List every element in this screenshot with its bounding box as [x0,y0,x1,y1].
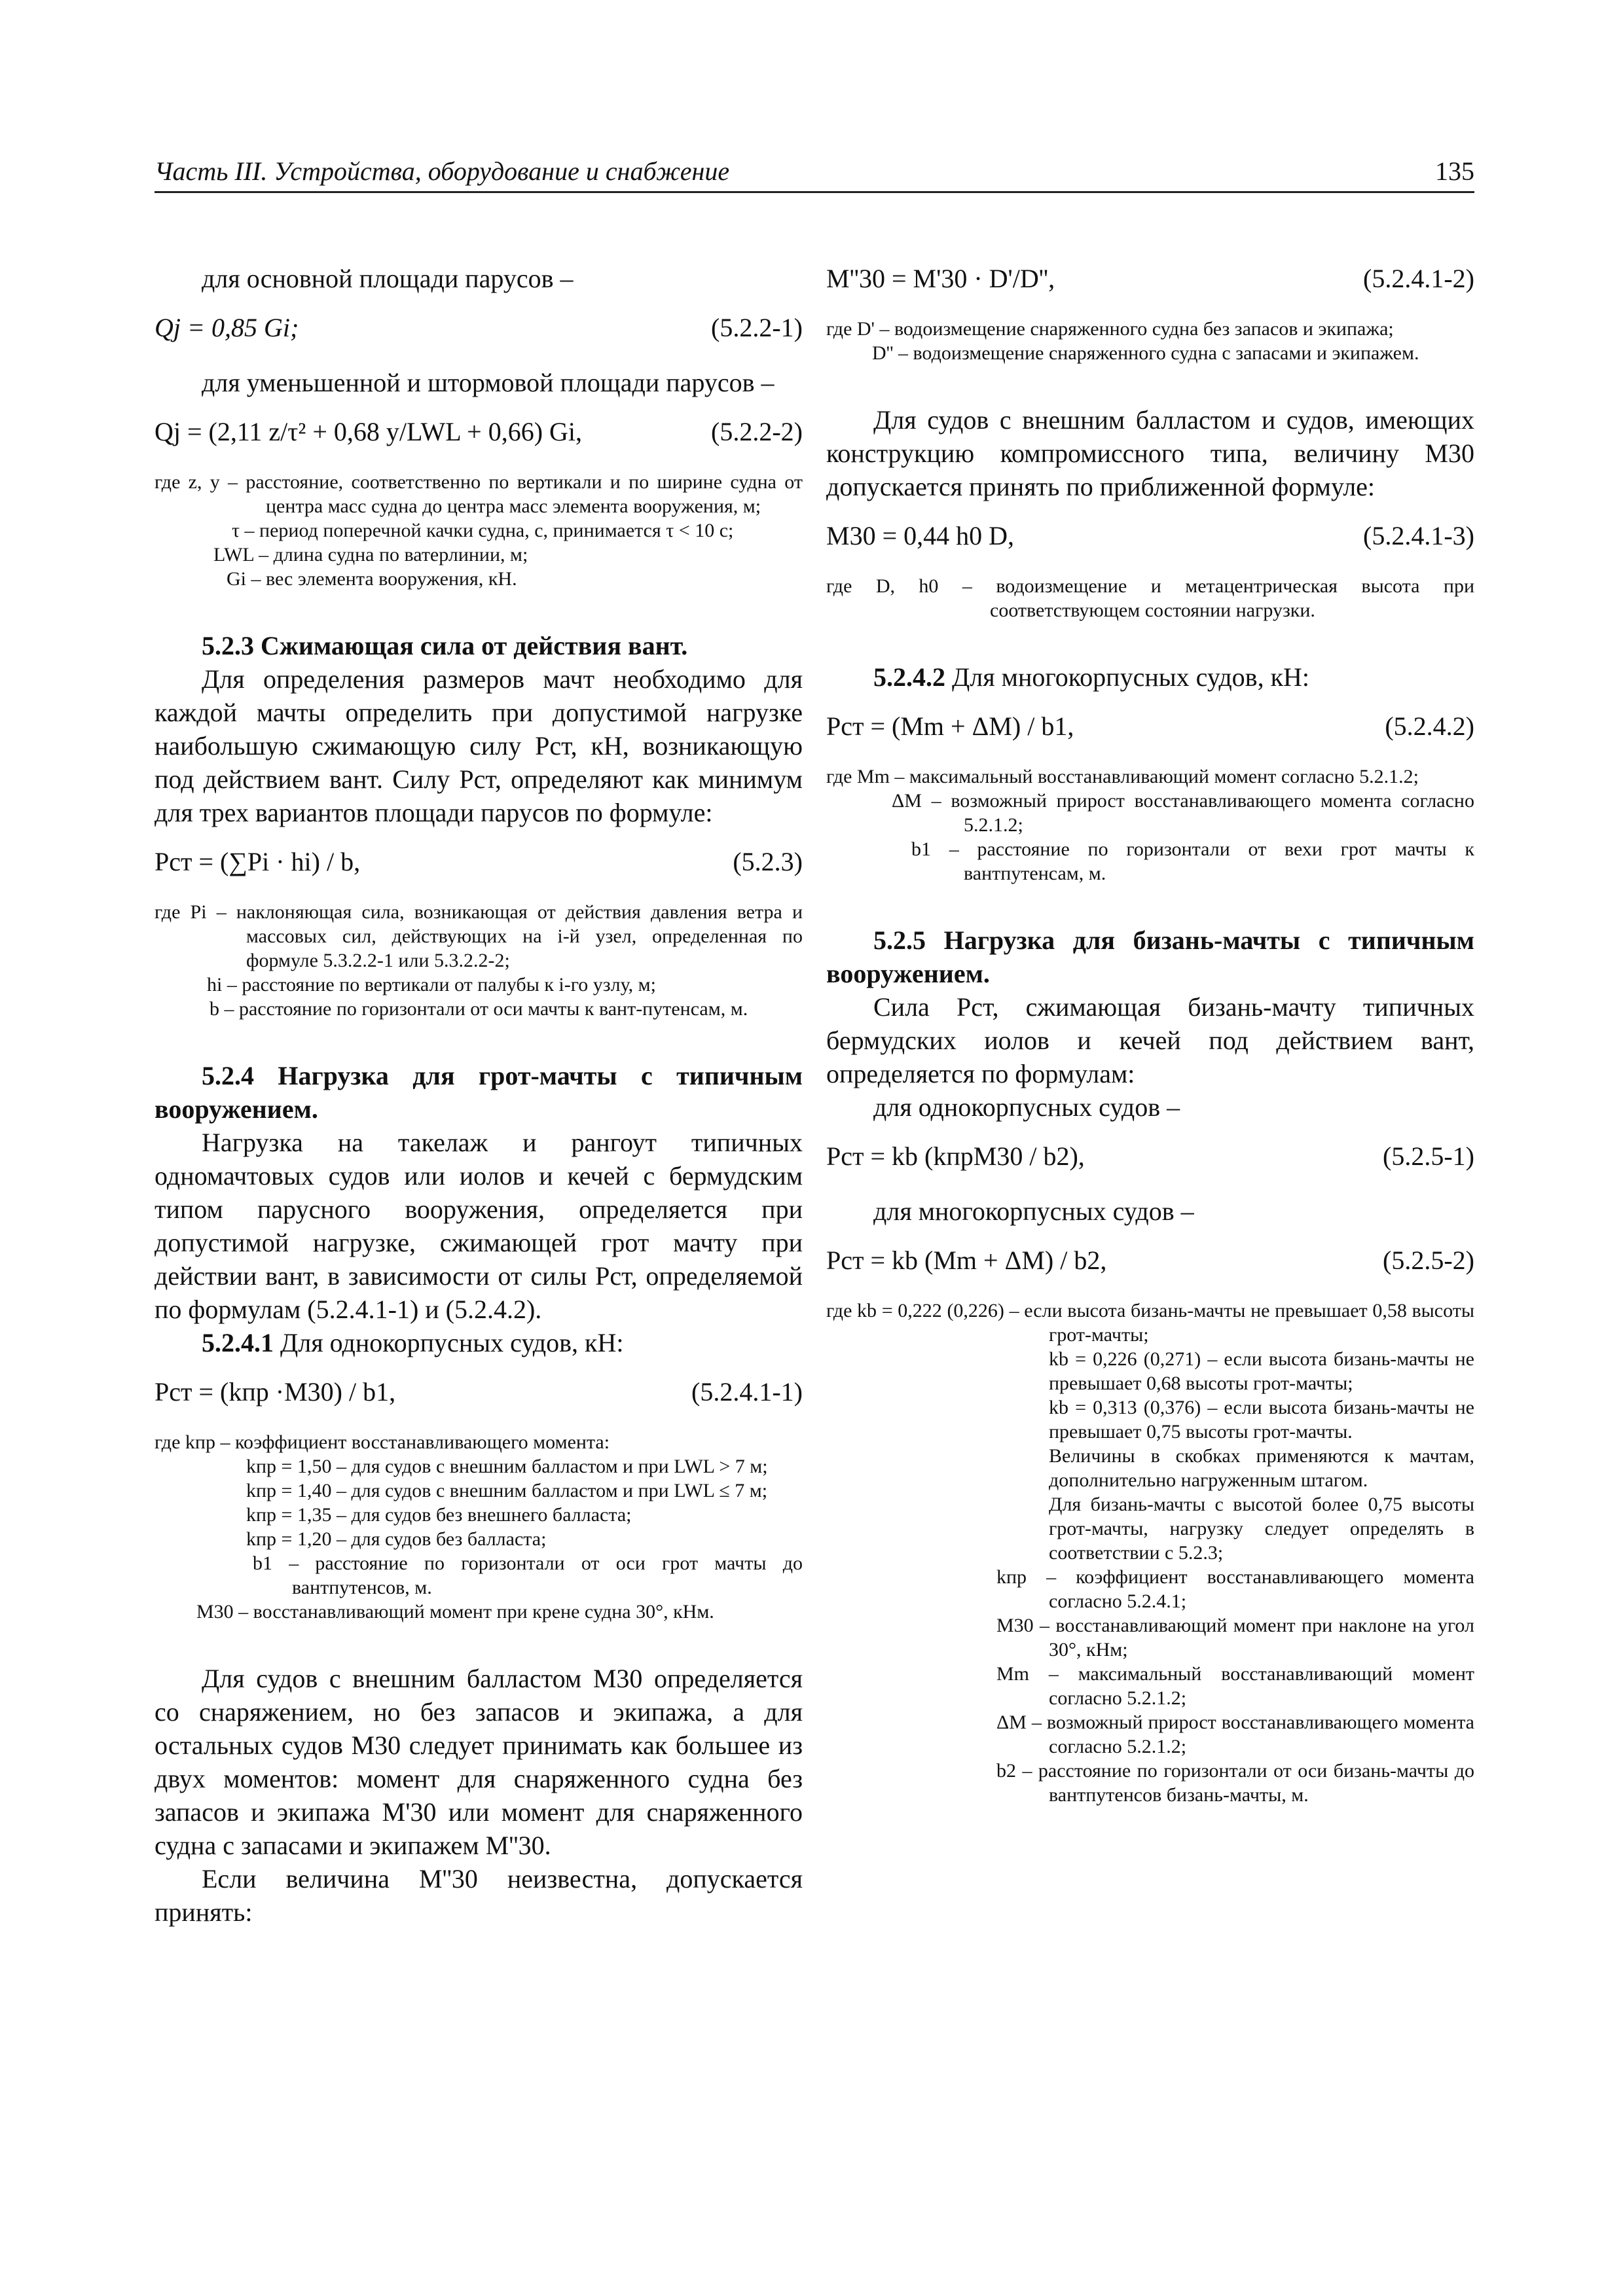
formula-5-2-4-1-3 [826,519,1474,558]
where-item: kb = 0,226 (0,271) – если высота бизань-мачты не превышает 0,68 высоты грот-мачты; [1049,1348,1474,1394]
formula-body: Pст = kb (kпрM30 / b2), [826,1141,1085,1171]
where-list [826,574,1474,622]
formula-number: (5.2.4.2) [1385,711,1474,741]
formula-body: M''30 = M'30 · D'/D'', [826,264,1055,293]
header-title: Часть III. Устройства, оборудование и снабжение [155,156,730,186]
where-item: где Pi – наклоняющая сила, возникающая от действия давления ветра и массовых сил, действующих на i-й узел, определенная по формуле 5.3.2.2-1 или 5.3.2.2-2; [155,901,803,971]
paragraph: для основной площади парусов – [202,264,574,293]
where-item: где z, y – расстояние, соответственно по вертикали и по ширине судна от центра масс судна до центра масс элемента вооружения, м; [155,471,803,517]
subsection-number: 5.2.4.1 [202,1328,274,1357]
paragraph: Для судов с внешним балластом M30 определяется со снаряжением, но без запасов и экипажа, а для остальных судов M30 следует принимать как большее из двух моментов: момент для снаряженного судна без запасов и экипажа M'30 или момент для снаряженного судна с запасами и экипажем M''30. [155,1664,803,1860]
formula-body: Pст = (kпр ·M30) / b1, [155,1377,396,1407]
where-item: где D' – водоизмещение снаряженного судна без запасов и экипажа; [826,318,1394,340]
where-item: LWL – длина судна по ватерлинии, м; [213,544,528,565]
subsection-text: Для многокорпусных судов, кН: [945,662,1309,692]
formula-number: (5.2.2-1) [711,313,803,342]
formula-number: (5.2.5-2) [1383,1246,1474,1275]
where-list [826,317,1474,365]
where-item: kпр = 1,40 – для судов с внешним балластом и при LWL ≤ 7 м; [246,1480,768,1501]
where-item: D'' – водоизмещение снаряженного судна с запасами и экипажем. [872,342,1419,364]
where-list [155,470,803,591]
formula-number: (5.2.4.1-3) [1363,521,1474,550]
where-item: где kb = 0,222 (0,226) – если высота бизань-мачты не превышает 0,58 высоты грот-мачты; [826,1300,1474,1346]
formula-5-2-2-1 [155,311,803,350]
where-item: b1 – расстояние по горизонтали от оси грот мачты до вантпутенсов, м. [253,1552,803,1598]
formula-5-2-4-1-2 [826,262,1474,301]
formula-5-2-4-1-1 [155,1375,803,1414]
page-header [155,149,1474,193]
formula-number: (5.2.3) [733,847,803,876]
where-item: M30 – восстанавливающий момент при наклоне на угол 30°, кНм; [996,1615,1474,1660]
subsection-number: 5.2.4.2 [873,662,945,692]
where-item: Gi – вес элемента вооружения, кН. [227,568,517,590]
where-item: где kпр – коэффициент восстанавливающего момента: [155,1431,610,1453]
subsection-5-2-4-1 [155,1326,803,1359]
where-item: b1 – расстояние по горизонтали от вехи грот мачты к вантпутенсам, м. [911,838,1474,884]
where-item: kпр = 1,20 – для судов без балласта; [246,1528,547,1550]
formula-body: Pст = (Mm + ΔM) / b1, [826,711,1074,741]
paragraph: Сила Pст, сжимающая бизань-мачту типичных бермудских иолов и кечей под действием вант, определяется по формулам: [826,992,1474,1088]
section-heading-5-2-3: 5.2.3 Сжимающая сила от действия вант. [202,631,688,660]
subsection-text: Для однокорпусных судов, кН: [274,1328,624,1357]
paragraph: Если величина M''30 неизвестна, допускается принять: [155,1864,803,1927]
where-item: Величины в скобках применяются к мачтам, дополнительно нагруженным штагом. [1049,1445,1474,1491]
where-list [155,900,803,1021]
where-item: Для бизань-мачты с высотой более 0,75 высоты грот-мачты, нагрузку следует определять в соответствии с 5.2.3; [1049,1494,1474,1564]
formula-body: Pст = (∑Pi · hi) / b, [155,847,361,876]
formula-number: (5.2.5-1) [1383,1141,1474,1171]
where-item: τ – период поперечной качки судна, с, принимается τ < 10 с; [232,520,734,541]
right-column [826,262,1474,1823]
where-item: hi – расстояние по вертикали от палубы к i-го узлу, м; [207,974,656,996]
where-item: kпр = 1,35 – для судов без внешнего балласта; [246,1504,632,1526]
formula-body: Pст = kb (Mm + ΔM) / b2, [826,1246,1107,1275]
formula-5-2-4-2 [826,709,1474,749]
where-item: ΔM – возможный прирост восстанавливающего момента согласно 5.2.1.2; [996,1712,1474,1757]
formula-5-2-5-1 [826,1139,1474,1179]
left-column [155,262,803,1929]
where-list [826,1299,1474,1807]
where-item: M30 – восстанавливающий момент при крене судна 30°, кНм. [196,1601,714,1623]
where-item: b – расстояние по горизонтали от оси мачты к вант-путенсам, м. [210,998,748,1020]
paragraph: для однокорпусных судов – [873,1092,1180,1122]
formula-number: (5.2.4.1-2) [1363,264,1474,293]
formula-5-2-5-2 [826,1244,1474,1283]
where-item: Mm – максимальный восстанавливающий момент согласно 5.2.1.2; [996,1663,1474,1709]
where-item: kпр – коэффициент восстанавливающего момента согласно 5.2.4.1; [996,1566,1474,1612]
paragraph: Нагрузка на такелаж и рангоут типичных одномачтовых судов или иолов и кечей с бермудским типом парусного вооружения, определяется при допустимой нагрузке, сжимающей грот мачту при действии вант, в зависимости от силы Pст, определяемой по формулам (5.2.4.1-1) и (5.2.4.2). [155,1128,803,1324]
where-item: kb = 0,313 (0,376) – если высота бизань-мачты не превышает 0,75 высоты грот-мачты. [1049,1397,1474,1443]
formula-body: M30 = 0,44 h0 D, [826,521,1015,550]
formula-5-2-3 [155,845,803,884]
subsection-5-2-4-2 [826,660,1474,694]
section-heading-5-2-5: 5.2.5 Нагрузка для бизань-мачты с типичным вооружением. [826,925,1474,988]
formula-number: (5.2.4.1-1) [691,1377,803,1407]
paragraph: Для судов с внешним балластом и судов, имеющих конструкцию компромиссного типа, величину M30 допускается принять по приближенной формуле: [826,405,1474,501]
section-heading-5-2-4: 5.2.4 Нагрузка для грот-мачты с типичным вооружением. [155,1061,803,1124]
where-item: где Mm – максимальный восстанавливающий момент согласно 5.2.1.2; [826,766,1419,787]
page-number: 135 [1435,156,1474,186]
formula-5-2-2-2 [155,415,803,454]
paragraph: для уменьшенной и штормовой площади парусов – [202,368,775,397]
formula-number: (5.2.2-2) [711,417,803,446]
where-list [826,764,1474,886]
where-item: ΔM – возможный прирост восстанавливающего момента согласно 5.2.1.2; [892,790,1474,836]
where-item: b2 – расстояние по горизонтали от оси бизань-мачты до вантпутенсов бизань-мачты, м. [996,1760,1474,1806]
where-item: где D, h0 – водоизмещение и метацентрическая высота при соответствующем состоянии нагрузки. [826,575,1474,621]
formula-body: Qj = 0,85 Gi; [155,313,299,342]
where-item: kпр = 1,50 – для судов с внешним балластом и при LWL > 7 м; [246,1456,768,1477]
formula-body: Qj = (2,11 z/τ² + 0,68 y/LWL + 0,66) Gi, [155,417,583,446]
paragraph: для многокорпусных судов – [873,1196,1194,1226]
paragraph: Для определения размеров мачт необходимо для каждой мачты определить при допустимой нагрузке наибольшую сжимающую силу Pст, кН, возникающую под действием вант. Силу Pст, определяют как минимум для трех вариантов площади парусов по формуле: [155,664,803,827]
where-list [155,1430,803,1624]
